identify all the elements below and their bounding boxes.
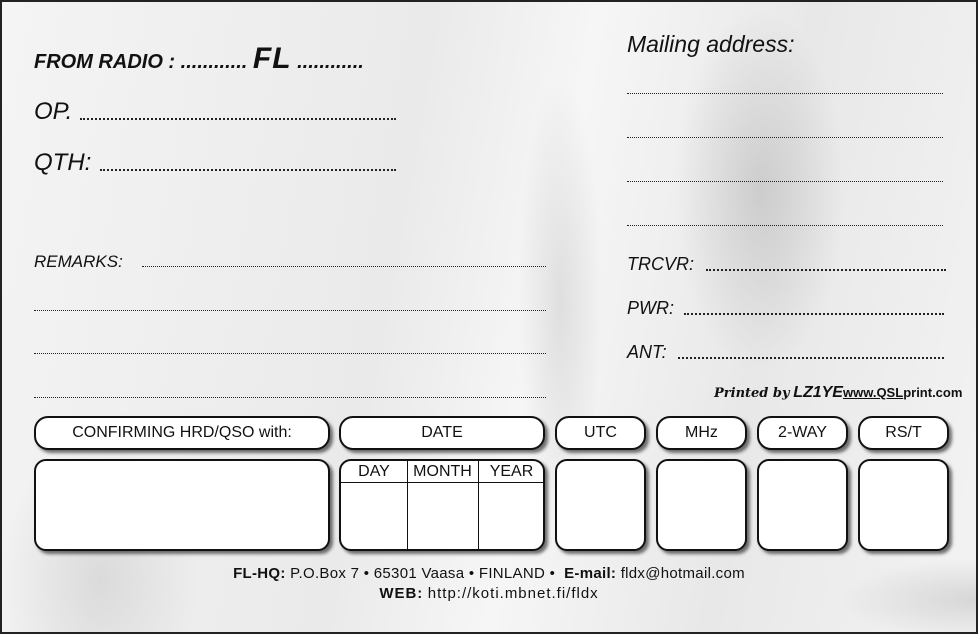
confirming-label: CONFIRMING HRD/QSO with: [72, 424, 292, 441]
utc-label: UTC [584, 424, 617, 441]
mailing-line-1[interactable] [627, 93, 943, 94]
op-field[interactable] [80, 118, 396, 120]
qth-field[interactable] [100, 169, 396, 171]
email-label: E-mail: [564, 565, 617, 582]
printed-by-url-prefix: www.QSL [842, 385, 904, 400]
mhz-label: MHz [685, 424, 718, 441]
rst-label: RS/T [885, 424, 922, 441]
month-label: MONTH [413, 463, 472, 480]
remarks-line-4[interactable] [34, 397, 546, 398]
utc-cell[interactable] [555, 459, 646, 551]
qth-label: QTH: [34, 149, 92, 176]
pwr-field[interactable] [684, 313, 944, 315]
from-radio-line [34, 42, 364, 76]
mailing-address-title: Mailing address: [627, 31, 795, 57]
confirming-header [34, 416, 330, 450]
web-label: WEB: [379, 585, 424, 602]
op-label: OP. [34, 98, 73, 125]
ant-field[interactable] [678, 357, 944, 359]
date-header [339, 416, 545, 450]
from-radio-label: FROM RADIO : ............ [34, 51, 248, 73]
two-way-cell[interactable] [757, 459, 848, 551]
trcvr-field[interactable] [706, 269, 946, 271]
pwr-label: PWR: [627, 298, 674, 318]
confirming-cell[interactable] [34, 459, 330, 551]
from-radio-callsign: FL [252, 42, 292, 75]
date-cell[interactable] [339, 459, 545, 551]
day-label: DAY [358, 463, 390, 480]
mhz-cell[interactable] [656, 459, 747, 551]
remarks-line-1[interactable] [142, 266, 546, 267]
rst-cell[interactable] [858, 459, 949, 551]
year-label: YEAR [489, 463, 534, 480]
hq-label: FL-HQ: [233, 565, 286, 582]
date-subheader-divider [341, 482, 543, 483]
utc-header [555, 416, 646, 450]
trcvr-label: TRCVR: [627, 254, 694, 274]
two-way-label: 2-WAY [778, 424, 827, 441]
remarks-line-3[interactable] [34, 353, 546, 354]
date-label: DATE [421, 424, 463, 441]
mailing-line-2[interactable] [627, 137, 943, 138]
printed-by-prefix: Printed by [714, 386, 790, 401]
remarks-label: REMARKS: [34, 252, 123, 271]
printed-by [714, 384, 962, 402]
rst-header [858, 416, 949, 450]
remarks-line-2[interactable] [34, 310, 546, 311]
printed-by-url-suffix: print.com [903, 385, 963, 400]
mailing-line-3[interactable] [627, 181, 943, 182]
footer-address-line [0, 565, 978, 582]
email-value[interactable]: fldx@hotmail.com [620, 565, 745, 582]
date-grid [341, 461, 543, 549]
hq-address: P.O.Box 7 • 65301 Vaasa • FINLAND • [290, 565, 556, 582]
mhz-header [656, 416, 747, 450]
two-way-header [757, 416, 848, 450]
web-value[interactable]: http://koti.mbnet.fi/fldx [427, 585, 599, 602]
from-radio-trailing: ............ [297, 51, 364, 73]
mailing-line-4[interactable] [627, 225, 943, 226]
footer-web-line [0, 585, 978, 602]
ant-label: ANT: [627, 342, 667, 362]
printed-by-brand: LZ1YE [793, 384, 843, 401]
